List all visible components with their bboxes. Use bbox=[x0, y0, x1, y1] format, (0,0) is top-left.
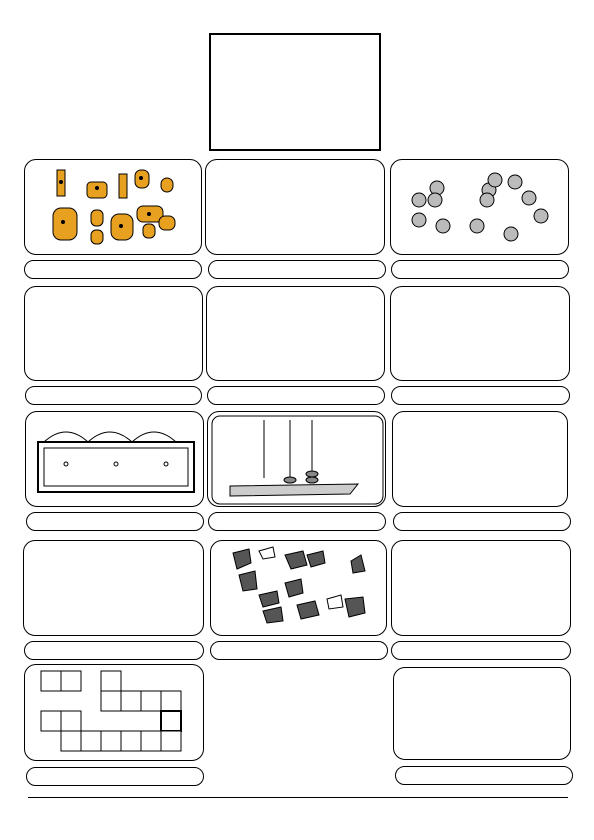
label-noms bbox=[391, 641, 571, 660]
footer-divider bbox=[28, 797, 568, 798]
gommettes-drawing bbox=[391, 160, 569, 255]
cailloux-drawing bbox=[211, 541, 387, 636]
card-compteur bbox=[25, 411, 204, 507]
croix-drawing bbox=[206, 160, 385, 255]
label-photos bbox=[24, 260, 202, 279]
card-gommettes bbox=[390, 159, 569, 255]
label-compteur bbox=[26, 512, 204, 531]
label-croix bbox=[208, 260, 386, 279]
barre-drawing bbox=[25, 287, 203, 381]
card-noms bbox=[391, 540, 571, 636]
abaque-drawing bbox=[208, 412, 386, 507]
label-serpent bbox=[26, 767, 204, 786]
card-photos bbox=[24, 159, 202, 255]
card-serpent bbox=[24, 664, 204, 761]
boulier-drawing bbox=[393, 412, 568, 507]
label-multibase bbox=[207, 386, 385, 405]
card-traits bbox=[23, 540, 204, 636]
serpent-drawing bbox=[25, 665, 204, 761]
photos-drawing bbox=[25, 160, 202, 255]
label-barre bbox=[25, 386, 202, 405]
card-barre bbox=[24, 286, 203, 381]
title-box bbox=[209, 33, 381, 151]
label-cailloux bbox=[210, 641, 388, 660]
label-boulier bbox=[393, 512, 571, 531]
card-bande bbox=[390, 286, 570, 381]
label-traits bbox=[24, 641, 204, 660]
compteur-drawing bbox=[26, 412, 204, 507]
card-boulier bbox=[392, 411, 568, 507]
card-cailloux bbox=[210, 540, 387, 636]
label-cubes bbox=[395, 766, 573, 785]
label-abaque bbox=[208, 512, 386, 531]
card-croix bbox=[205, 159, 385, 255]
card-cubes bbox=[393, 667, 571, 760]
multibase-drawing bbox=[207, 287, 385, 381]
bande-drawing bbox=[391, 287, 570, 381]
card-abaque bbox=[207, 411, 386, 507]
label-gommettes bbox=[391, 260, 569, 279]
cubes-drawing bbox=[394, 668, 571, 760]
card-multibase bbox=[206, 286, 385, 381]
label-bande bbox=[391, 386, 570, 405]
